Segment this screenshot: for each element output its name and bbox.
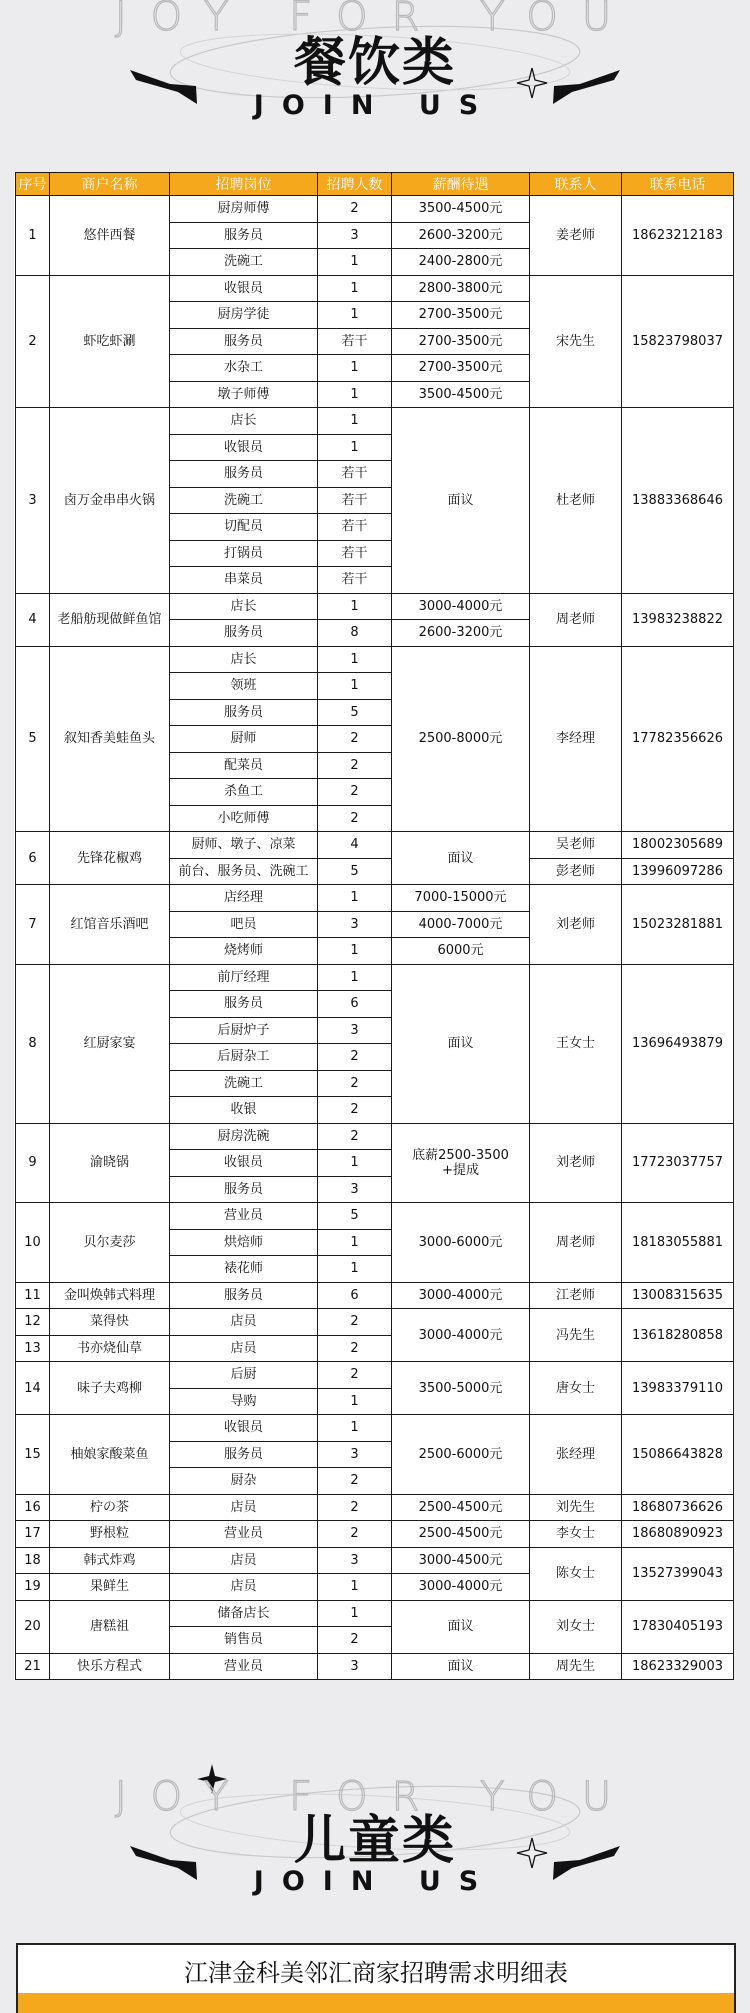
job-count: 3 [318,1547,392,1574]
contact-phone: 18623212183 [622,196,734,276]
salary: 3000-4000元 [392,593,530,620]
salary: 2500-6000元 [392,1415,530,1495]
table-row [16,646,734,673]
contact-name: 彭老师 [530,858,622,885]
job-count: 2 [318,1494,392,1521]
contact-phone: 13996097286 [622,858,734,885]
job-count: 6 [318,991,392,1018]
contact-name: 姜老师 [530,196,622,276]
job-count: 若干 [318,567,392,594]
job-count: 1 [318,302,392,329]
job-position: 服务员 [170,1441,318,1468]
job-count: 2 [318,1070,392,1097]
job-count: 5 [318,1203,392,1230]
merchant-name: 先锋花椒鸡 [50,832,170,885]
job-position: 店长 [170,593,318,620]
table-row [16,832,734,859]
salary: 3500-4500元 [392,381,530,408]
merchant-no: 2 [16,275,50,408]
contact-phone: 18680890923 [622,1521,734,1548]
job-count: 1 [318,646,392,673]
job-count: 2 [318,805,392,832]
salary: 面议 [392,1653,530,1680]
job-position: 前厅经理 [170,964,318,991]
merchant-no: 17 [16,1521,50,1548]
job-count: 1 [318,1229,392,1256]
table-row [16,1123,734,1150]
contact-name: 刘先生 [530,1494,622,1521]
merchant-name: 渝晓锅 [50,1123,170,1203]
contact-name: 刘女士 [530,1600,622,1653]
salary: 3000-6000元 [392,1203,530,1283]
job-position: 收银员 [170,434,318,461]
salary: 3500-5000元 [392,1362,530,1415]
job-position: 厨师 [170,726,318,753]
merchant-no: 11 [16,1282,50,1309]
merchant-name: 柚娘家酸菜鱼 [50,1415,170,1495]
job-position: 前台、服务员、洗碗工 [170,858,318,885]
table-header-row [16,173,734,196]
header-phone: 联系电话 [622,173,734,196]
job-position: 厨房师傅 [170,196,318,223]
job-position: 裱花师 [170,1256,318,1283]
contact-phone: 18183055881 [622,1203,734,1283]
merchant-name: 金叫焕韩式料理 [50,1282,170,1309]
job-count: 3 [318,222,392,249]
table-row [16,1415,734,1442]
job-position: 打锅员 [170,540,318,567]
joy-for-you-text: JOY FOR YOU [114,1774,636,1820]
job-count: 2 [318,1627,392,1654]
job-count: 1 [318,275,392,302]
job-position: 收银员 [170,1150,318,1177]
salary: 2500-4500元 [392,1494,530,1521]
job-count: 6 [318,1282,392,1309]
children-table-header-bar [18,1993,734,2013]
job-count: 3 [318,1017,392,1044]
job-position: 领班 [170,673,318,700]
contact-phone: 13983379110 [622,1362,734,1415]
job-position: 店员 [170,1547,318,1574]
header-no: 序号 [16,173,50,196]
salary: 2800-3800元 [392,275,530,302]
table-body [16,196,734,1680]
recruitment-table [15,172,734,1680]
job-count: 2 [318,726,392,753]
contact-name: 周老师 [530,593,622,646]
children-table-card [16,1943,736,2013]
merchant-no: 7 [16,885,50,965]
job-count: 1 [318,249,392,276]
job-position: 店员 [170,1574,318,1601]
job-count: 3 [318,1176,392,1203]
merchant-name: 悠伴西餐 [50,196,170,276]
contact-name: 江老师 [530,1282,622,1309]
table-row [16,1547,734,1574]
contact-phone: 13983238822 [622,593,734,646]
merchant-name: 贝尔麦莎 [50,1203,170,1283]
salary: 6000元 [392,938,530,965]
job-count: 2 [318,1468,392,1495]
job-count: 1 [318,1256,392,1283]
job-count: 1 [318,938,392,965]
job-count: 3 [318,1653,392,1680]
job-position: 切配员 [170,514,318,541]
contact-phone: 15823798037 [622,275,734,408]
hero-children [0,1760,750,1897]
merchant-name: 红厨家宴 [50,964,170,1123]
salary: 底薪2500-3500 +提成 [392,1123,530,1203]
job-position: 店长 [170,646,318,673]
contact-phone: 17782356626 [622,646,734,832]
table-row [16,408,734,435]
job-position: 店长 [170,408,318,435]
contact-name: 周老师 [530,1203,622,1283]
job-position: 厨师、墩子、凉菜 [170,832,318,859]
merchant-no: 9 [16,1123,50,1203]
job-count: 1 [318,885,392,912]
contact-name: 宋先生 [530,275,622,408]
job-position: 服务员 [170,222,318,249]
contact-phone: 18680736626 [622,1494,734,1521]
table-row [16,1600,734,1627]
job-position: 烘焙师 [170,1229,318,1256]
contact-name: 冯先生 [530,1309,622,1362]
job-position: 服务员 [170,461,318,488]
salary: 2500-4500元 [392,1521,530,1548]
table-row [16,275,734,302]
merchant-name: 野根粒 [50,1521,170,1548]
salary: 面议 [392,408,530,594]
contact-name: 李女士 [530,1521,622,1548]
contact-phone: 18002305689 [622,832,734,859]
job-count: 3 [318,911,392,938]
job-count: 2 [318,752,392,779]
merchant-no: 14 [16,1362,50,1415]
contact-phone: 15086643828 [622,1415,734,1495]
job-position: 杀鱼工 [170,779,318,806]
salary: 面议 [392,1600,530,1653]
job-position: 后厨 [170,1362,318,1389]
merchant-name: 卤万金串串火锅 [50,408,170,594]
job-position: 小吃师傅 [170,805,318,832]
table-row [16,1203,734,1230]
job-position: 洗碗工 [170,249,318,276]
job-position: 串菜员 [170,567,318,594]
join-us-text: JOIN US [253,90,497,121]
job-count: 1 [318,1600,392,1627]
table-row [16,1494,734,1521]
job-position: 店员 [170,1335,318,1362]
merchant-no: 4 [16,593,50,646]
job-count: 1 [318,964,392,991]
job-count: 1 [318,1388,392,1415]
job-position: 服务员 [170,699,318,726]
merchant-name: 唐糕祖 [50,1600,170,1653]
job-count: 5 [318,858,392,885]
job-count: 若干 [318,487,392,514]
salary: 2600-3200元 [392,620,530,647]
table-row [16,964,734,991]
header-merchant: 商户名称 [50,173,170,196]
job-count: 2 [318,1309,392,1336]
contact-phone: 17723037757 [622,1123,734,1203]
job-count: 3 [318,1441,392,1468]
merchant-name: 书亦烧仙草 [50,1335,170,1362]
job-position: 服务员 [170,328,318,355]
merchant-no: 16 [16,1494,50,1521]
salary: 7000-15000元 [392,885,530,912]
salary: 2600-3200元 [392,222,530,249]
job-position: 厨房学徒 [170,302,318,329]
section-title: 餐饮类 [293,33,456,93]
contact-phone: 15023281881 [622,885,734,965]
job-count: 1 [318,381,392,408]
job-position: 墩子师傅 [170,381,318,408]
table-row [16,1362,734,1389]
job-position: 水杂工 [170,355,318,382]
salary: 2700-3500元 [392,328,530,355]
salary: 4000-7000元 [392,911,530,938]
contact-name: 唐女士 [530,1362,622,1415]
job-position: 店经理 [170,885,318,912]
merchant-name: 菜得快 [50,1309,170,1336]
merchant-name: 果鲜生 [50,1574,170,1601]
job-position: 厨房洗碗 [170,1123,318,1150]
job-count: 2 [318,1123,392,1150]
merchant-no: 10 [16,1203,50,1283]
job-position: 服务员 [170,620,318,647]
merchant-no: 3 [16,408,50,594]
job-position: 销售员 [170,1627,318,1654]
job-count: 2 [318,1097,392,1124]
job-count: 若干 [318,514,392,541]
merchant-name: 韩式炸鸡 [50,1547,170,1574]
merchant-no: 15 [16,1415,50,1495]
job-position: 配菜员 [170,752,318,779]
contact-name: 周先生 [530,1653,622,1680]
join-us-text: JOIN US [253,1866,497,1897]
merchant-no: 13 [16,1335,50,1362]
merchant-no: 12 [16,1309,50,1336]
job-position: 导购 [170,1388,318,1415]
contact-phone: 13618280858 [622,1309,734,1362]
table-row [16,1653,734,1680]
merchant-name: 红馆音乐酒吧 [50,885,170,965]
children-table-title: 江津金科美邻汇商家招聘需求明细表 [184,1959,568,1987]
contact-phone: 13883368646 [622,408,734,594]
contact-phone: 17830405193 [622,1600,734,1653]
merchant-no: 19 [16,1574,50,1601]
job-count: 1 [318,355,392,382]
header-salary: 薪酬待遇 [392,173,530,196]
job-position: 收银员 [170,275,318,302]
job-count: 1 [318,408,392,435]
table-row [16,593,734,620]
job-count: 2 [318,1044,392,1071]
job-position: 收银员 [170,1415,318,1442]
contact-name: 吴老师 [530,832,622,859]
header-count: 招聘人数 [318,173,392,196]
job-count: 1 [318,434,392,461]
merchant-no: 18 [16,1547,50,1574]
table-row [16,885,734,912]
salary: 面议 [392,964,530,1123]
merchant-no: 5 [16,646,50,832]
job-position: 储备店长 [170,1600,318,1627]
job-count: 2 [318,1521,392,1548]
merchant-name: 柠の茶 [50,1494,170,1521]
job-position: 后厨炉子 [170,1017,318,1044]
merchant-name: 虾吃虾涮 [50,275,170,408]
job-count: 若干 [318,328,392,355]
job-position: 收银 [170,1097,318,1124]
contact-name: 王女士 [530,964,622,1123]
job-position: 服务员 [170,1282,318,1309]
merchant-name: 叙知香美蛙鱼头 [50,646,170,832]
job-position: 洗碗工 [170,487,318,514]
job-count: 2 [318,196,392,223]
header-contact: 联系人 [530,173,622,196]
job-position: 服务员 [170,1176,318,1203]
table-row [16,196,734,223]
job-count: 若干 [318,540,392,567]
table-row [16,1282,734,1309]
merchant-no: 8 [16,964,50,1123]
contact-name: 刘老师 [530,885,622,965]
job-count: 4 [318,832,392,859]
contact-phone: 13696493879 [622,964,734,1123]
contact-phone: 13527399043 [622,1547,734,1600]
hero-catering [0,0,750,120]
salary: 面议 [392,832,530,885]
merchant-no: 1 [16,196,50,276]
job-count: 1 [318,1415,392,1442]
salary: 3000-4000元 [392,1574,530,1601]
job-count: 1 [318,593,392,620]
merchant-no: 20 [16,1600,50,1653]
job-position: 烧烤师 [170,938,318,965]
job-count: 1 [318,673,392,700]
job-position: 营业员 [170,1203,318,1230]
job-position: 洗碗工 [170,1070,318,1097]
salary: 2700-3500元 [392,302,530,329]
contact-name: 杜老师 [530,408,622,594]
job-position: 营业员 [170,1653,318,1680]
job-position: 店员 [170,1309,318,1336]
contact-name: 刘老师 [530,1123,622,1203]
joy-for-you-text: JOY FOR YOU [114,0,636,40]
job-count: 2 [318,1362,392,1389]
header-position: 招聘岗位 [170,173,318,196]
contact-name: 陈女士 [530,1547,622,1600]
salary: 3000-4000元 [392,1282,530,1309]
table-row [16,1309,734,1336]
salary: 2400-2800元 [392,249,530,276]
contact-phone: 13008315635 [622,1282,734,1309]
job-count: 5 [318,699,392,726]
merchant-name: 味子夫鸡柳 [50,1362,170,1415]
job-position: 吧员 [170,911,318,938]
contact-phone: 18623329003 [622,1653,734,1680]
job-position: 厨杂 [170,1468,318,1495]
salary: 2700-3500元 [392,355,530,382]
job-count: 2 [318,1335,392,1362]
salary: 3000-4500元 [392,1547,530,1574]
job-position: 店员 [170,1494,318,1521]
section-title: 儿童类 [293,1811,456,1871]
salary: 3500-4500元 [392,196,530,223]
salary: 2500-8000元 [392,646,530,832]
job-count: 2 [318,779,392,806]
job-count: 8 [318,620,392,647]
table-row [16,1521,734,1548]
job-count: 若干 [318,461,392,488]
merchant-name: 快乐方程式 [50,1653,170,1680]
contact-name: 张经理 [530,1415,622,1495]
job-position: 营业员 [170,1521,318,1548]
job-count: 1 [318,1150,392,1177]
recruitment-table-card [14,172,734,1680]
merchant-name: 老船舫现做鲜鱼馆 [50,593,170,646]
job-position: 后厨杂工 [170,1044,318,1071]
merchant-no: 6 [16,832,50,885]
contact-name: 李经理 [530,646,622,832]
merchant-no: 21 [16,1653,50,1680]
job-position: 服务员 [170,991,318,1018]
salary: 3000-4000元 [392,1309,530,1362]
job-count: 1 [318,1574,392,1601]
